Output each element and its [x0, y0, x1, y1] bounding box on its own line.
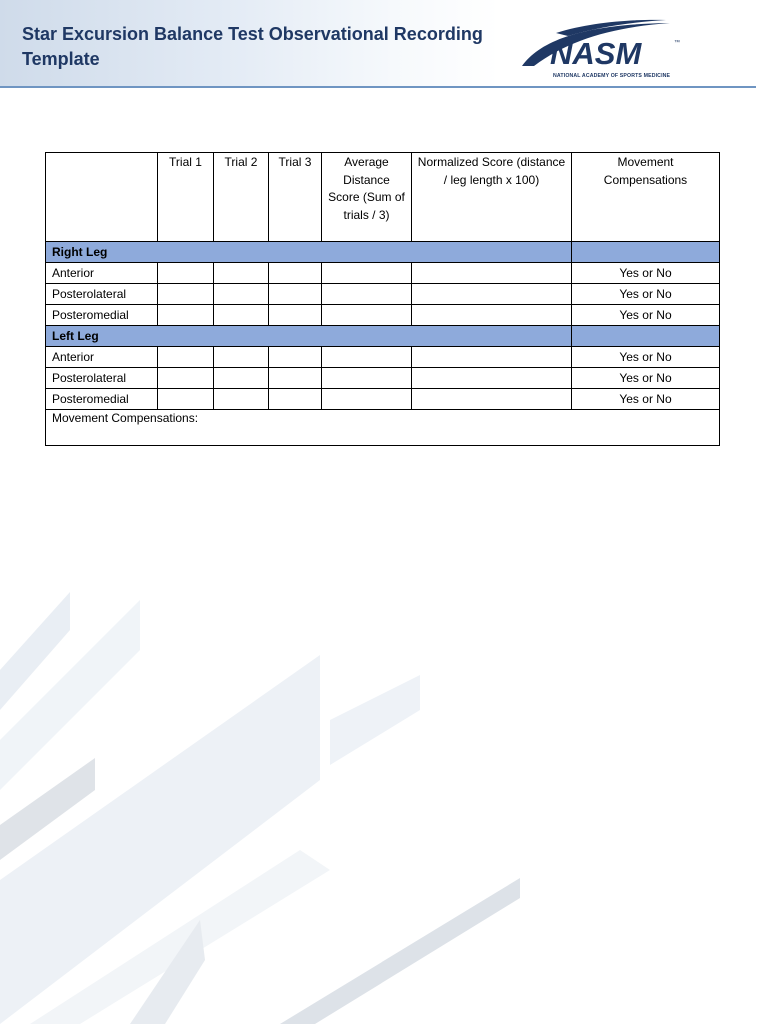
trial-3-cell[interactable]	[269, 389, 322, 410]
trial-2-cell[interactable]	[214, 368, 269, 389]
logo-trademark: ™	[674, 40, 680, 46]
trial-1-cell[interactable]	[158, 284, 214, 305]
direction-label: Anterior	[46, 347, 158, 368]
column-header-movement-compensations: Movement Compensations	[572, 153, 720, 242]
trial-1-cell[interactable]	[158, 305, 214, 326]
direction-label: Posterolateral	[46, 284, 158, 305]
compensation-cell[interactable]: Yes or No	[572, 389, 720, 410]
section-blank-cell	[572, 242, 720, 263]
notes-row	[46, 410, 720, 446]
direction-label: Posteromedial	[46, 305, 158, 326]
average-cell[interactable]	[322, 284, 412, 305]
section-blank-cell	[572, 326, 720, 347]
column-header-normalized-score: Normalized Score (distance / leg length x 100)	[412, 153, 572, 242]
trial-2-cell[interactable]	[214, 305, 269, 326]
table-row	[46, 284, 720, 305]
average-cell[interactable]	[322, 305, 412, 326]
trial-3-cell[interactable]	[269, 263, 322, 284]
column-header-trial-2: Trial 2	[214, 153, 269, 242]
normalized-cell[interactable]	[412, 368, 572, 389]
trial-1-cell[interactable]	[158, 347, 214, 368]
section-label: Right Leg	[46, 242, 572, 263]
direction-label: Posterolateral	[46, 368, 158, 389]
trial-2-cell[interactable]	[214, 389, 269, 410]
normalized-cell[interactable]	[412, 389, 572, 410]
trial-1-cell[interactable]	[158, 368, 214, 389]
nasm-logo	[520, 18, 680, 84]
compensation-cell[interactable]: Yes or No	[572, 347, 720, 368]
nasm-logo-mark	[520, 18, 680, 74]
normalized-cell[interactable]	[412, 284, 572, 305]
logo-wordmark: NASM	[550, 36, 642, 71]
table-row	[46, 389, 720, 410]
table-row	[46, 347, 720, 368]
column-header	[46, 153, 158, 242]
direction-label: Posteromedial	[46, 389, 158, 410]
trial-2-cell[interactable]	[214, 263, 269, 284]
header-rule	[0, 86, 756, 88]
trial-2-cell[interactable]	[214, 284, 269, 305]
section-row-right-leg	[46, 242, 720, 263]
normalized-cell[interactable]	[412, 347, 572, 368]
compensation-cell[interactable]: Yes or No	[572, 284, 720, 305]
section-label: Left Leg	[46, 326, 572, 347]
normalized-cell[interactable]	[412, 305, 572, 326]
normalized-cell[interactable]	[412, 263, 572, 284]
table-header-row	[46, 153, 720, 242]
table-row	[46, 305, 720, 326]
background-decoration	[0, 560, 768, 1024]
trial-3-cell[interactable]	[269, 368, 322, 389]
section-row-left-leg	[46, 326, 720, 347]
average-cell[interactable]	[322, 347, 412, 368]
trial-3-cell[interactable]	[269, 347, 322, 368]
column-header-trial-1: Trial 1	[158, 153, 214, 242]
compensation-cell[interactable]: Yes or No	[572, 305, 720, 326]
compensation-cell[interactable]: Yes or No	[572, 263, 720, 284]
column-header-trial-3: Trial 3	[269, 153, 322, 242]
movement-compensations-notes[interactable]: Movement Compensations:	[46, 410, 720, 446]
average-cell[interactable]	[322, 389, 412, 410]
compensation-cell[interactable]: Yes or No	[572, 368, 720, 389]
trial-1-cell[interactable]	[158, 263, 214, 284]
column-header-average-distance-score: Average Distance Score (Sum of trials / 3)	[322, 153, 412, 242]
average-cell[interactable]	[322, 263, 412, 284]
table-row	[46, 368, 720, 389]
table-row	[46, 263, 720, 284]
trial-1-cell[interactable]	[158, 389, 214, 410]
document-title: Star Excursion Balance Test Observational Recording Template	[22, 24, 483, 69]
balance-test-table	[45, 152, 720, 446]
trial-3-cell[interactable]	[269, 284, 322, 305]
logo-tagline: NATIONAL ACADEMY OF SPORTS MEDICINE	[553, 73, 671, 79]
trial-3-cell[interactable]	[269, 305, 322, 326]
direction-label: Anterior	[46, 263, 158, 284]
average-cell[interactable]	[322, 368, 412, 389]
trial-2-cell[interactable]	[214, 347, 269, 368]
